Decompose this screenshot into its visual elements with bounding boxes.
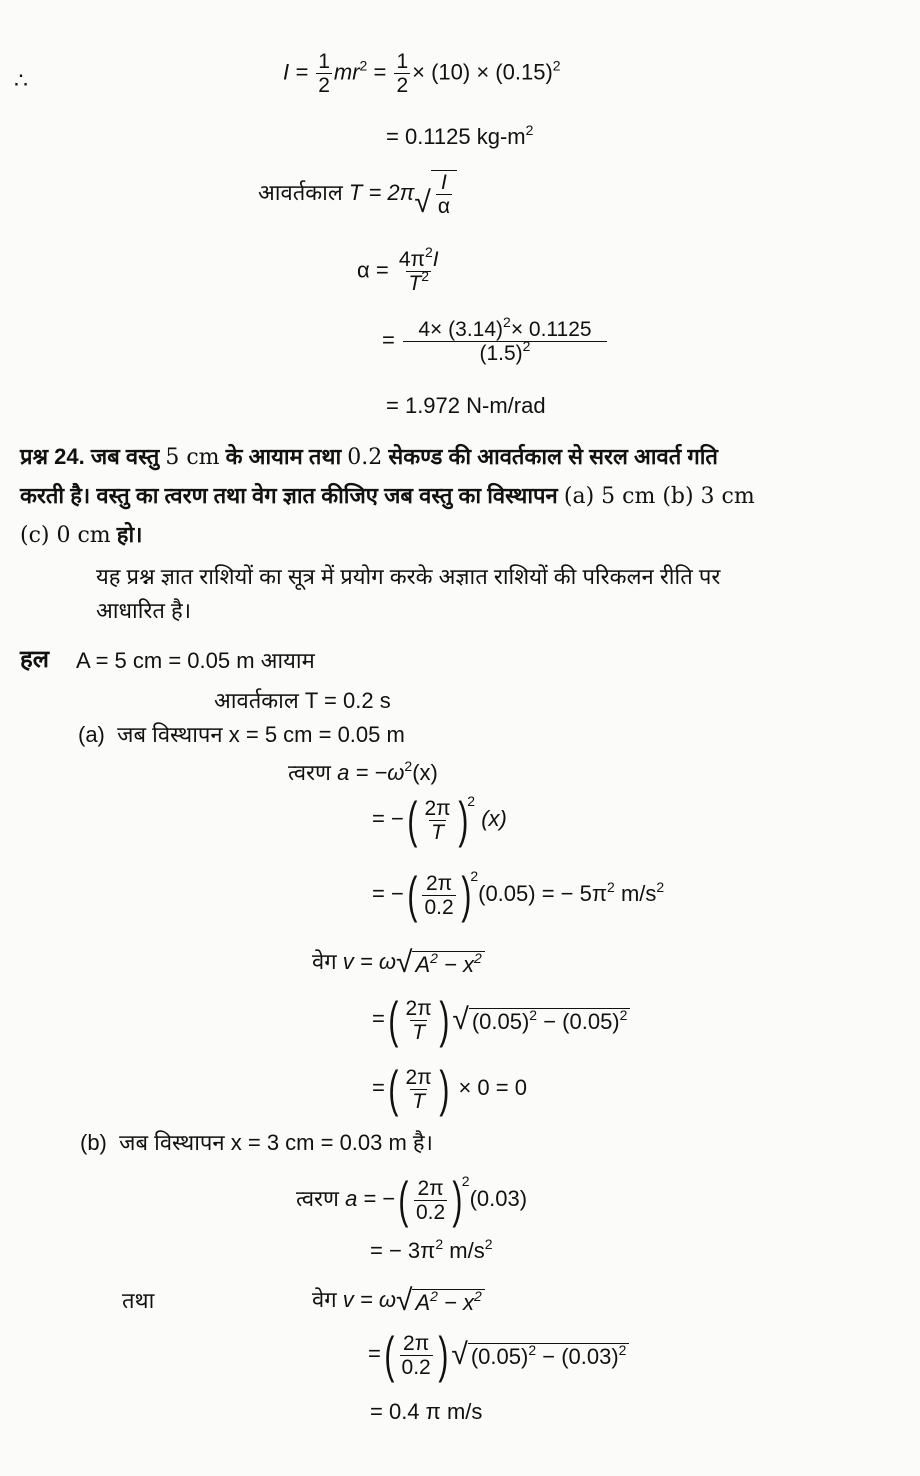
velocity-step2: = ( $\frac{2\pi}{T}$ ) × 0 = 0 — [372, 1061, 527, 1117]
moment-inertia-result: = 0.1125 $kg-m^2$ — [386, 122, 534, 149]
velocity-formula: वेग v = ω √ $A^2 - x^2$ — [312, 948, 485, 978]
part-b-line: (b) जब विस्थापन x = 3 cm = 0.03 m है। — [80, 1130, 433, 1155]
acceleration-step1: = − ( $\frac{2\pi}{T}$ ) $^2$ (x) — [372, 792, 507, 848]
acceleration-step2: = − ( $\frac{2\pi}{0.2}$ ) $^2$(0.05) = − $5\pi^2$ $m/s^2$ — [372, 867, 665, 923]
therefore-symbol: ∴ — [14, 68, 28, 93]
part-b-acceleration: त्वरण a = − ( $\frac{2\pi}{0.2}$ ) $^2$(0.03) — [296, 1172, 528, 1228]
tatha-label: तथा — [122, 1288, 155, 1313]
alpha-result: = 1.972 N-m/rad — [386, 393, 546, 418]
part-b-acc-result: = − $3\pi^2$ $m/s^2$ — [370, 1236, 493, 1263]
alpha-formula: α = $\frac{4\pi^2I}{T^2}$ — [357, 244, 439, 295]
acceleration-formula: त्वरण $a = -\omega^2(x)$ — [288, 758, 438, 785]
amplitude-line: A = 5 cm = 0.05 m आयाम — [76, 648, 315, 673]
question-24: प्रश्न 24. जब वस्तु 5 cm के आयाम तथा 0.2 सेकण्ड की आवर्तकाल से सरल आवर्त गति करती है। वस्तु का त्वरण तथा वेग ज्ञात कीजिए जब वस्तु का विस्थापन (a) 5 cm (b) 3 cm (c) 0 cm हो। — [20, 444, 755, 548]
velocity-step1: = ( $\frac{2\pi}{T}$ ) √ $(0.05)^2 - (0.05)^2$ — [372, 995, 630, 1045]
question-label: प्रश्न 24. — [20, 444, 85, 469]
alpha-substitution: = $\frac{4\times (3.14)^2\times 0.1125}{(1.5)^2}$ — [382, 318, 609, 365]
part-b-velocity-step: = ( $\frac{2\pi}{0.2}$ ) √ $(0.05)^2 - (0.03)^2$ — [368, 1330, 629, 1380]
period-line: आवर्तकाल T = 0.2 s — [214, 688, 391, 713]
moment-inertia-equation: I = $\frac{1}{2}$ $mr^2$ = $\frac{1}{2}$ × $(10) \times (0.15)^2$ — [283, 50, 561, 97]
part-a-line: (a) जब विस्थापन x = 5 cm = 0.05 m — [78, 722, 405, 747]
solution-label: हल — [20, 646, 50, 673]
part-b-velocity-result: = 0.4 π m/s — [370, 1399, 483, 1424]
question-note: यह प्रश्न ज्ञात राशियों का सूत्र में प्रयोग करके अज्ञात राशियों की परिकलन रीति पर आधारित है। — [96, 564, 721, 623]
part-b-velocity-formula: वेग v = ω √ $A^2 - x^2$ — [312, 1286, 485, 1316]
period-formula: आवर्तकाल T = 2π √ $\frac{I}{\alpha}$ — [258, 170, 457, 218]
